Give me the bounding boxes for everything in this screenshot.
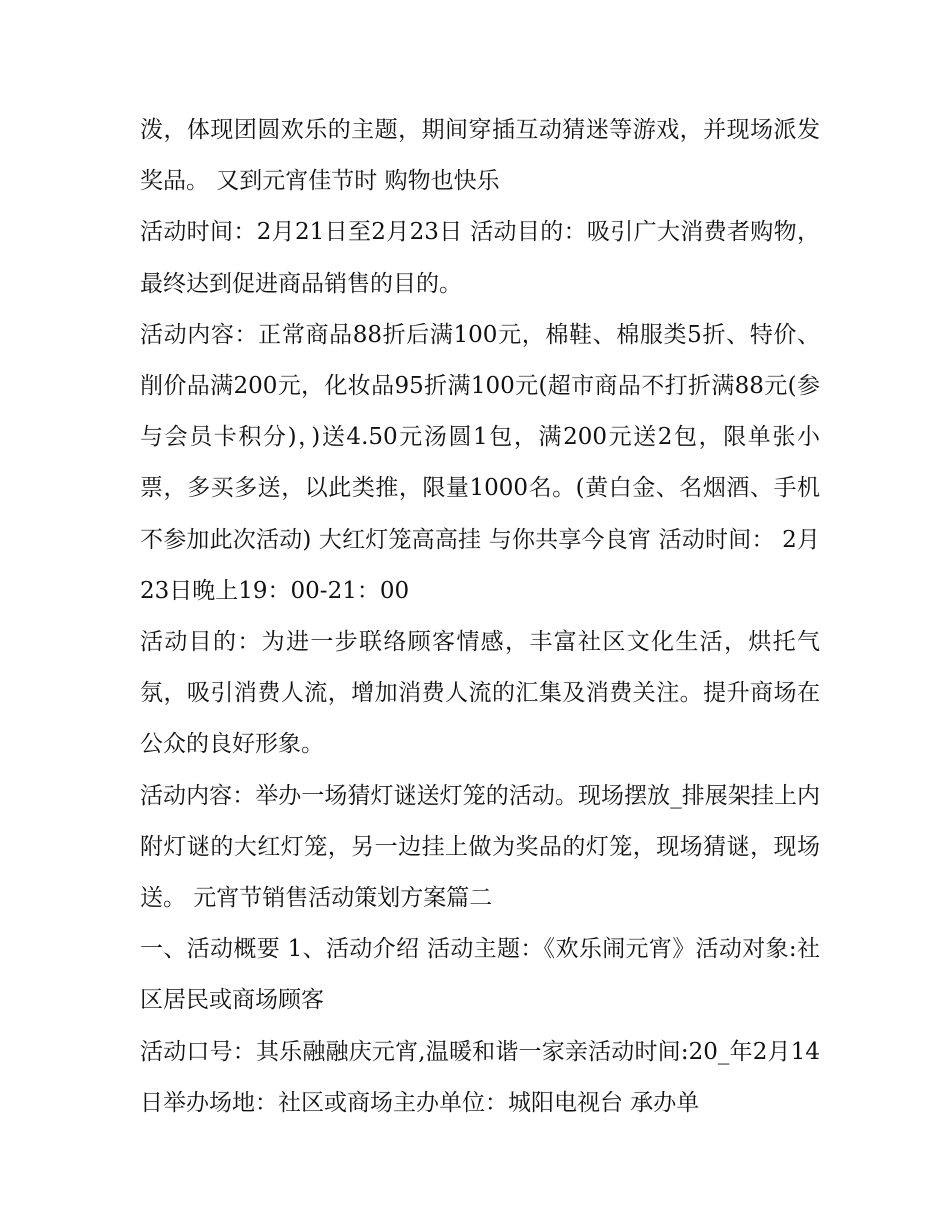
paragraph-3: 活动内容：正常商品88折后满100元，棉鞋、棉服类5折、特价、削价品满200元，化妆品95折满100元(超市商品不打折满88元(参与会员卡积分)，)送4.50元汤圆1包，满200元送2包，限单张小票，多买多送，以此类推，限量1000名。(黄白金、名烟酒、手机不参加此次活动) 大红灯笼高高挂 与你共享今良宵 活动时间： 2月23日晚上19：00-21：00 bbox=[140, 321, 820, 604]
document-body bbox=[140, 105, 820, 1129]
paragraph-4: 活动目的：为进一步联络顾客情感，丰富社区文化生活，烘托气氛，吸引消费人流，增加消费人流的汇集及消费关注。提升商场在公众的良好形象。 bbox=[140, 629, 820, 758]
paragraph-1: 泼，体现团圆欢乐的主题，期间穿插互动猜迷等游戏，并现场派发奖品。 又到元宵佳节时 购物也快乐 bbox=[140, 117, 820, 195]
paragraph-7: 活动口号：其乐融融庆元宵,温暖和谐一家亲活动时间:20_年2月14日举办场地：社区或商场主办单位：城阳电视台 承办单 bbox=[140, 1038, 820, 1116]
paragraph-2: 活动时间：2月21日至2月23日 活动目的：吸引广大消费者购物，最终达到促进商品销售的目的。 bbox=[140, 219, 820, 297]
paragraph-5: 活动内容：举办一场猜灯谜送灯笼的活动。现场摆放_排展架挂上内附灯谜的大红灯笼，另一边挂上做为奖品的灯笼，现场猜谜，现场送。 元宵节销售活动策划方案篇二 bbox=[140, 782, 820, 912]
paragraph-6: 一、活动概要 1、活动介绍 活动主题：《欢乐闹元宵》活动对象:社区居民或商场顾客 bbox=[140, 936, 820, 1014]
